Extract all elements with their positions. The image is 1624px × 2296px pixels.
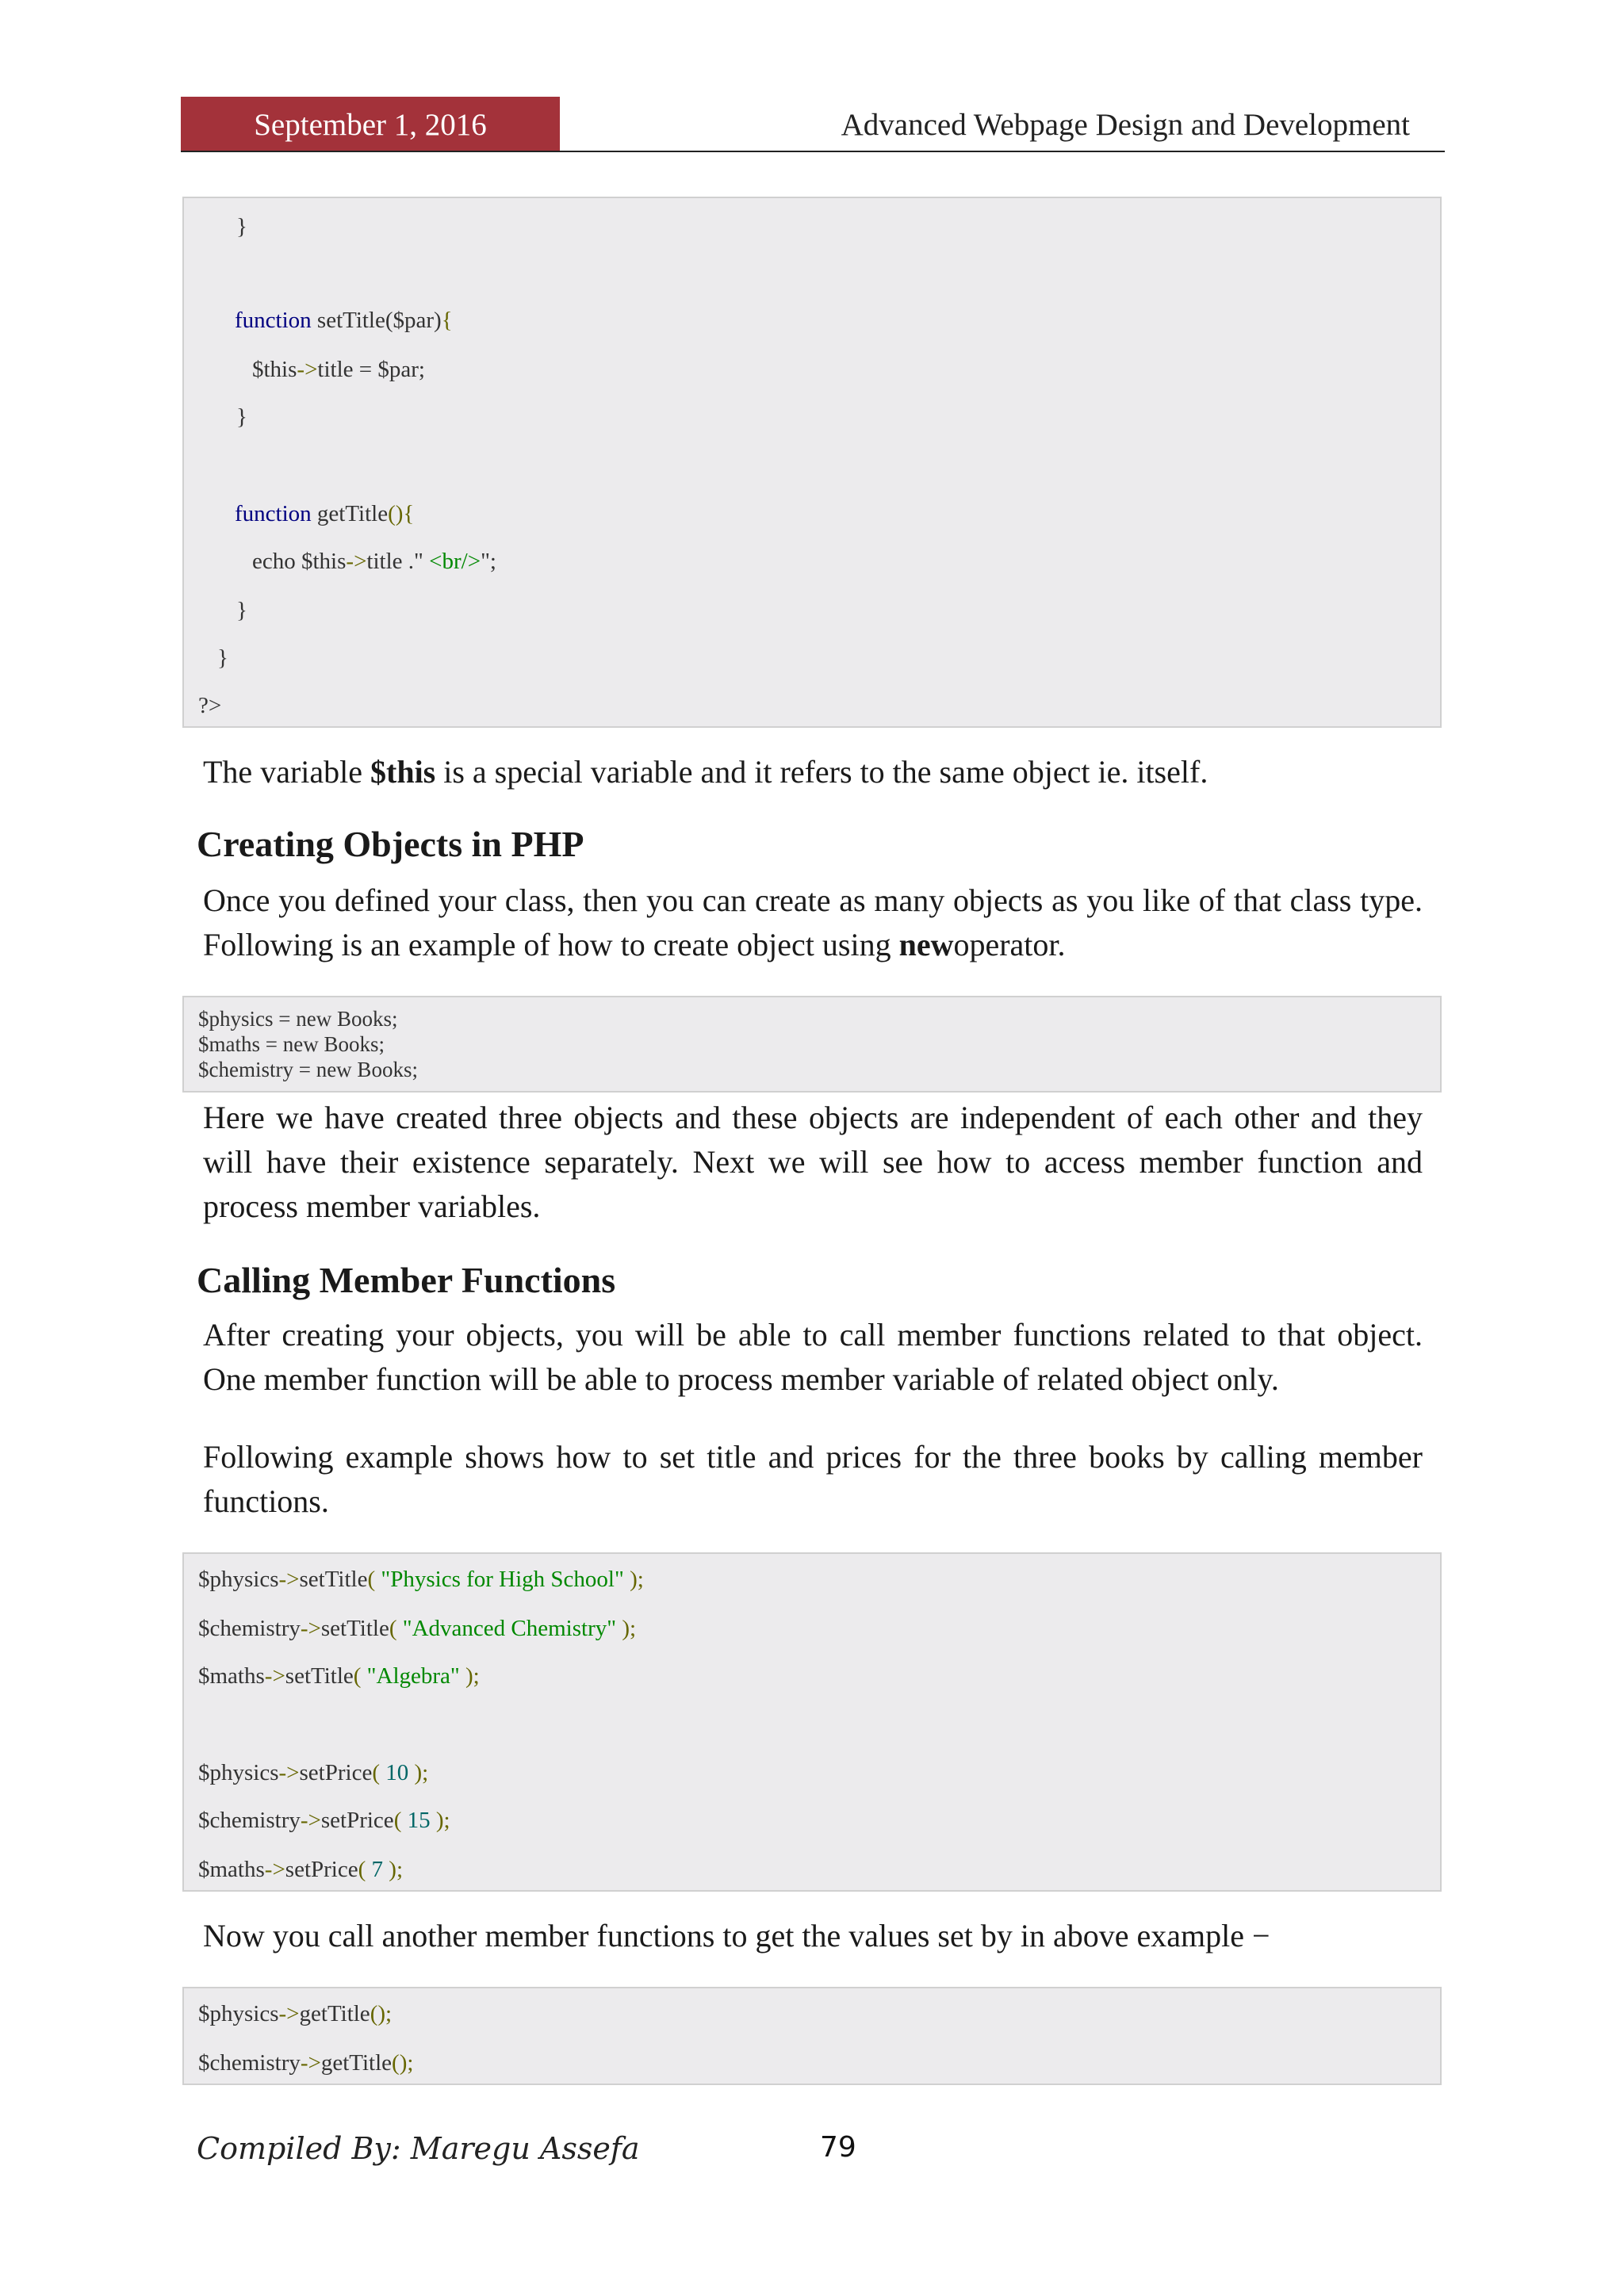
code-text: $chemistry [198, 1616, 301, 1641]
code-operator: -> [278, 2001, 300, 2026]
code-operator: -> [346, 549, 367, 574]
code-text: echo $this [252, 549, 347, 574]
code-operator: ); [616, 1616, 637, 1641]
code-line: } [236, 404, 247, 430]
footer-author: Compiled By: Maregu Assefa [197, 2131, 640, 2166]
code-line [235, 503, 414, 526]
code-operator: ); [430, 1808, 450, 1833]
code-string: "Algebra" [366, 1663, 460, 1689]
code-text: setPrice [320, 1808, 394, 1833]
paragraph-calling-2: Following example shows how to set title and prices for the three books by calling member functions. [203, 1439, 1423, 1519]
code-string: "Advanced Chemistry" [402, 1616, 617, 1641]
code-text: setTitle [320, 1616, 389, 1641]
code-block-new-objects [182, 996, 1442, 1093]
code-line [198, 2003, 392, 2026]
code-operator: -> [278, 1760, 300, 1785]
code-operator: ( [367, 1567, 381, 1592]
code-operator: -> [264, 1857, 285, 1882]
code-line [235, 309, 453, 332]
code-operator: ); [459, 1663, 480, 1689]
code-text: $maths [198, 1663, 265, 1689]
paragraph-text: The variable [203, 754, 370, 790]
paragraph-objects [203, 878, 1423, 967]
code-line: ?> [198, 693, 222, 718]
code-text: $maths [198, 1857, 265, 1882]
code-line [198, 1762, 428, 1785]
paragraph-text: is a special variable and it refers to the same object ie. itself. [435, 754, 1208, 790]
code-line [198, 1809, 450, 1832]
code-line [198, 1665, 480, 1688]
code-operator: -> [297, 357, 318, 382]
code-text: $chemistry [198, 1808, 301, 1833]
bold-term: $this [370, 754, 436, 790]
code-keyword: function [235, 501, 312, 526]
code-operator: { [441, 308, 453, 333]
code-line [198, 1617, 636, 1640]
section-heading: Creating Objects in PHP [197, 824, 584, 864]
code-text: getTitle [311, 501, 389, 526]
code-text: title ." [366, 549, 423, 574]
code-text: getTitle [299, 2001, 370, 2026]
code-text: setTitle [299, 1567, 368, 1592]
code-operator: (){ [388, 501, 415, 526]
code-text: setPrice [299, 1760, 373, 1785]
code-operator: ( [393, 1808, 408, 1833]
code-operator: -> [300, 1616, 321, 1641]
code-line: $chemistry = new Books; [198, 1058, 418, 1081]
code-operator: ( [353, 1663, 367, 1689]
page-number: 79 [820, 2131, 856, 2164]
code-text: getTitle [320, 2050, 393, 2076]
code-block-class-methods [182, 197, 1442, 728]
code-string: <br/> [423, 549, 481, 574]
code-operator: ( [389, 1616, 403, 1641]
code-line: } [236, 214, 247, 239]
bold-term: new [898, 927, 954, 962]
code-line [198, 1568, 644, 1591]
code-text: $physics [198, 2001, 279, 2026]
code-operator: -> [264, 1663, 285, 1689]
section-heading: Calling Member Functions [197, 1260, 616, 1300]
code-line [252, 358, 425, 381]
code-line [252, 550, 496, 573]
code-line: } [236, 598, 247, 623]
paragraph-independent: Here we have created three objects and these objects are independent of each other and they will have their existence separately. Next we will see how to access member function and process member variables. [203, 1100, 1423, 1224]
code-text: setTitle [285, 1663, 354, 1689]
paragraph-text: Once you defined your class, then you can create as many objects as you like of that class type. Following is an example of how to create object using [203, 882, 1423, 962]
code-number: 15 [407, 1808, 431, 1833]
code-keyword: function [235, 308, 312, 333]
paragraph-this [203, 750, 1423, 794]
header-title: Advanced Webpage Design and Development [841, 107, 1410, 142]
code-operator: (); [370, 2001, 393, 2026]
code-text: $physics [198, 1760, 279, 1785]
header-rule [181, 151, 1445, 152]
header-date: September 1, 2016 [181, 97, 560, 152]
code-operator: ); [383, 1857, 403, 1882]
code-number: 10 [385, 1760, 409, 1785]
code-text: $this [252, 357, 297, 382]
code-block-set-values [182, 1552, 1442, 1892]
code-text: title = $par; [317, 357, 425, 382]
code-number: 7 [371, 1857, 384, 1882]
code-string: "Physics for High School" [381, 1567, 624, 1592]
code-operator: -> [300, 1808, 321, 1833]
code-operator: (); [392, 2050, 414, 2076]
code-operator: ( [358, 1857, 372, 1882]
code-text: $chemistry [198, 2050, 301, 2076]
code-line: $physics = new Books; [198, 1007, 398, 1031]
code-operator: ); [408, 1760, 429, 1785]
code-line: $maths = new Books; [198, 1032, 385, 1056]
code-operator: ); [623, 1567, 644, 1592]
code-operator: ( [372, 1760, 386, 1785]
paragraph-now: Now you call another member functions to get the values set by in above example − [203, 1918, 1270, 1954]
code-operator: -> [300, 2050, 321, 2076]
code-block-get-values [182, 1987, 1442, 2085]
paragraph-calling-1: After creating your objects, you will be able to call member functions related to that object. One member function will be able to process member variable of related object only. [203, 1317, 1423, 1397]
code-line: } [217, 645, 228, 671]
code-text: "; [481, 549, 496, 574]
code-line [198, 1858, 403, 1881]
code-text: setTitle($par) [311, 308, 442, 333]
code-text: $physics [198, 1567, 279, 1592]
code-line [198, 2052, 413, 2075]
code-text: setPrice [285, 1857, 358, 1882]
paragraph-text: operator. [953, 927, 1066, 962]
code-operator: -> [278, 1567, 300, 1592]
